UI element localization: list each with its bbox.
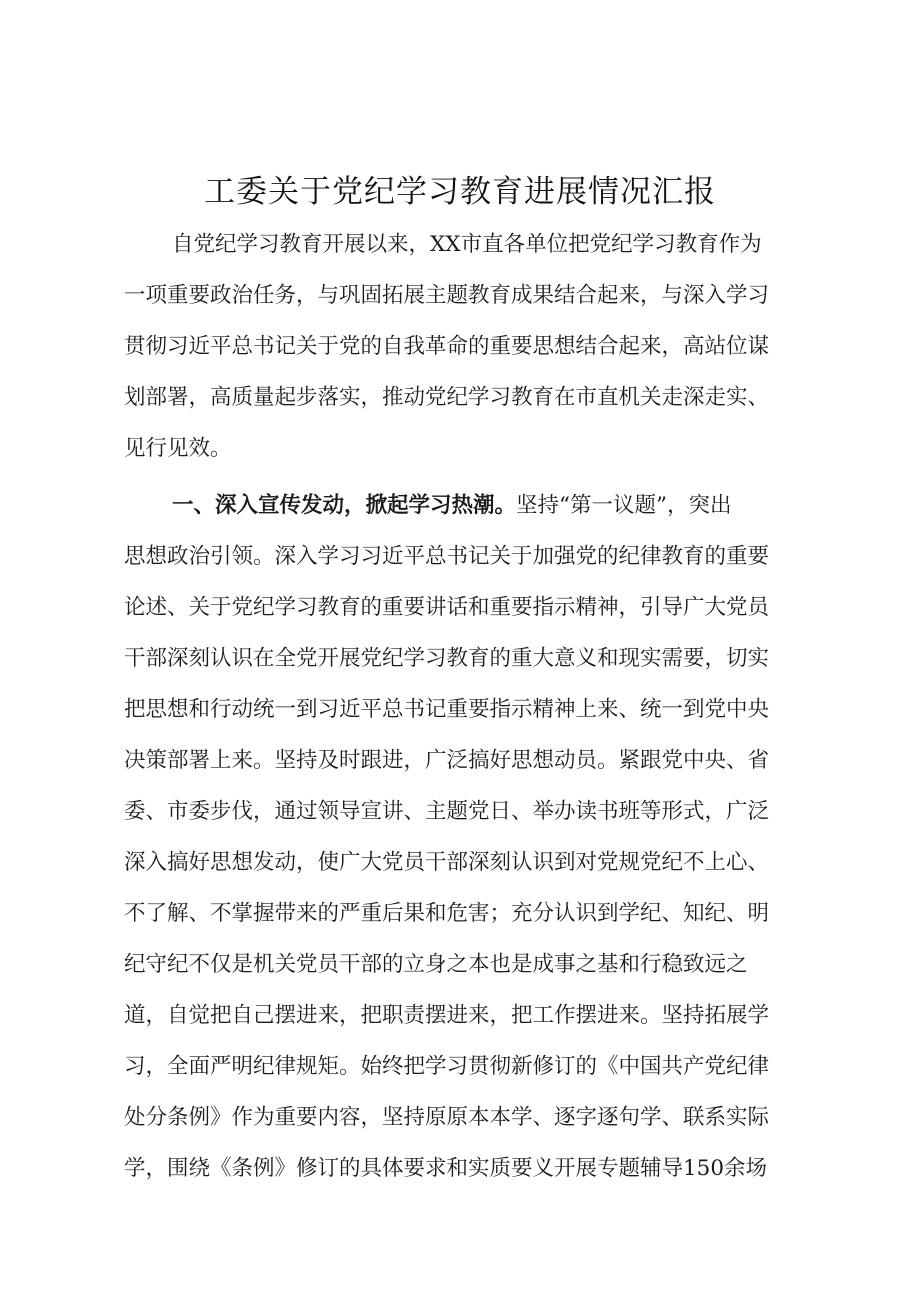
- section-1-line: 习，全面严明纪律规矩。始终把学习贯彻新修订的《中国共产党纪律: [124, 1054, 770, 1079]
- paragraph-1-line-5: 见行见效。: [124, 436, 232, 461]
- section-1-heading: 一、深入宣传发动，掀起学习热潮。: [172, 493, 517, 518]
- section-1-line: 处分条例》作为重要内容，坚持原原本本学、逐字逐句学、联系实际: [124, 1105, 770, 1130]
- paragraph-1-line-4: 划部署，高质量起步落实，推动党纪学习教育在市直机关走深走实、: [124, 385, 770, 410]
- section-1-line: 委、市委步伐，通过领导宣讲、主题党日、举办读书班等形式，广泛: [124, 799, 770, 824]
- section-1-line: 不了解、不掌握带来的严重后果和危害；充分认识到学纪、知纪、明: [124, 901, 770, 926]
- section-1-first-line-text: 坚持“第一议题”，突出: [516, 493, 732, 518]
- section-1-line: 深入搞好思想发动，使广大党员干部深刻认识到对党规党纪不上心、: [124, 850, 770, 875]
- document-title: 工委关于党纪学习教育进展情况汇报: [204, 174, 716, 210]
- section-1-line: 干部深刻认识在全党开展党纪学习教育的重大意义和现实需要，切实: [124, 646, 770, 671]
- section-1-line: 道，自觉把自己摆进来，把职责摆进来，把工作摆进来。坚持拓展学: [124, 1003, 770, 1028]
- section-1-line: 思想政治引领。深入学习习近平总书记关于加强党的纪律教育的重要: [124, 544, 770, 569]
- section-1-line: 论述、关于党纪学习教育的重要讲话和重要指示精神，引导广大党员: [124, 595, 770, 620]
- section-1-line: 纪守纪不仅是机关党员干部的立身之本也是成事之基和行稳致远之: [124, 952, 748, 977]
- section-1-line: 学，围绕《条例》修订的具体要求和实质要义开展专题辅导150余场: [124, 1156, 768, 1181]
- section-1-first-line: [172, 487, 806, 525]
- section-1-line: 决策部署上来。坚持及时跟进，广泛搞好思想动员。紧跟党中央、省: [124, 748, 770, 773]
- section-1-line: 把思想和行动统一到习近平总书记重要指示精神上来、统一到党中央: [124, 697, 770, 722]
- paragraph-1-line-3: 贯彻习近平总书记关于党的自我革命的重要思想结合起来，高站位谋: [124, 334, 770, 359]
- paragraph-1-line-1: 自党纪学习教育开展以来，XX市直各单位把党纪学习教育作为: [172, 232, 762, 257]
- paragraph-1-line-2: 一项重要政治任务，与巩固拓展主题教育成果结合起来，与深入学习: [124, 283, 770, 308]
